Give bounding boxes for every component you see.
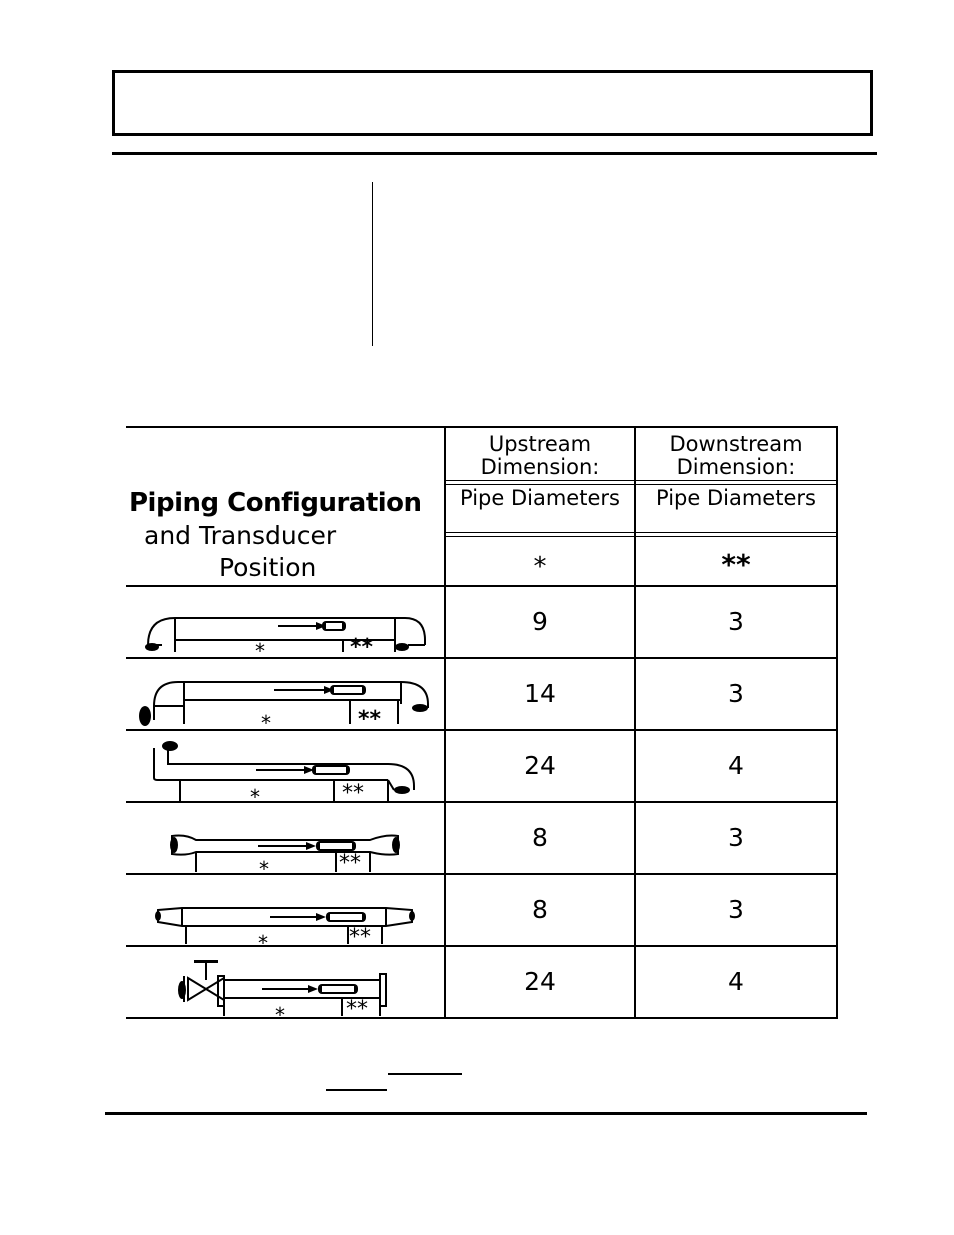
downstream-title: Downstream Dimension: [669,432,803,479]
pipe-4-downstream-mark: ** [339,851,361,876]
row-4-downstream: 3 [728,823,744,852]
table-col-line-1 [444,426,446,1019]
downstream-units: Pipe Diameters [656,486,816,510]
pipe-5-upstream-mark: * [258,931,268,950]
row-1-upstream: 9 [532,607,548,636]
header-rule-a [444,480,838,481]
pipe-5-downstream-mark: ** [349,925,371,950]
pipe-4-upstream-mark: * [259,857,269,876]
pipe-1-downstream-mark: ** [350,635,374,660]
row-6-downstream: 4 [728,967,744,996]
pipe-diagram-1 [140,610,430,660]
pipe-diagram-2 [136,676,436,732]
downstream-marker: ** [721,548,751,581]
margin-divider [372,182,373,346]
row-3-downstream: 4 [728,751,744,780]
table-top-border [126,426,838,428]
table-right-border [836,426,838,1019]
upstream-marker: * [533,552,547,582]
row-2-downstream: 3 [728,679,744,708]
pipe-diagram-6 [174,956,394,1020]
underline-1 [388,1073,462,1075]
row-3-upstream: 24 [524,751,556,780]
upstream-units: Pipe Diameters [460,486,620,510]
header-rule [112,152,877,155]
piping-configuration-subtitle-2: Position [219,553,317,582]
row-4-upstream: 8 [532,823,548,852]
pipe-2-downstream-mark: ** [358,707,382,732]
pipe-1-upstream-mark: * [255,639,265,660]
footer-rule [105,1112,867,1115]
piping-configuration-title: Piping Configuration [129,488,422,518]
pipe-2-upstream-mark: * [261,711,271,732]
table-col-line-2 [634,426,636,1019]
row-5-upstream: 8 [532,895,548,924]
row-2-upstream: 14 [524,679,556,708]
upstream-title: Upstream Dimension: [480,432,600,479]
pipe-3-upstream-mark: * [250,785,260,804]
header-rule-b [444,484,838,485]
pipe-3-downstream-mark: ** [342,781,364,804]
pipe-diagram-4 [164,826,406,876]
header-rule-d [444,536,838,537]
header-rule-c [444,532,838,533]
piping-configuration-subtitle-1: and Transducer [144,521,337,550]
row-6-upstream: 24 [524,967,556,996]
underline-2 [326,1089,387,1091]
row-line-0 [126,585,838,587]
row-5-downstream: 3 [728,895,744,924]
title-box [112,70,873,136]
pipe-diagram-5 [152,900,418,950]
pipe-6-downstream-mark: ** [346,997,368,1020]
pipe-diagram-3 [146,738,421,804]
row-1-downstream: 3 [728,607,744,636]
pipe-6-upstream-mark: * [275,1003,285,1020]
